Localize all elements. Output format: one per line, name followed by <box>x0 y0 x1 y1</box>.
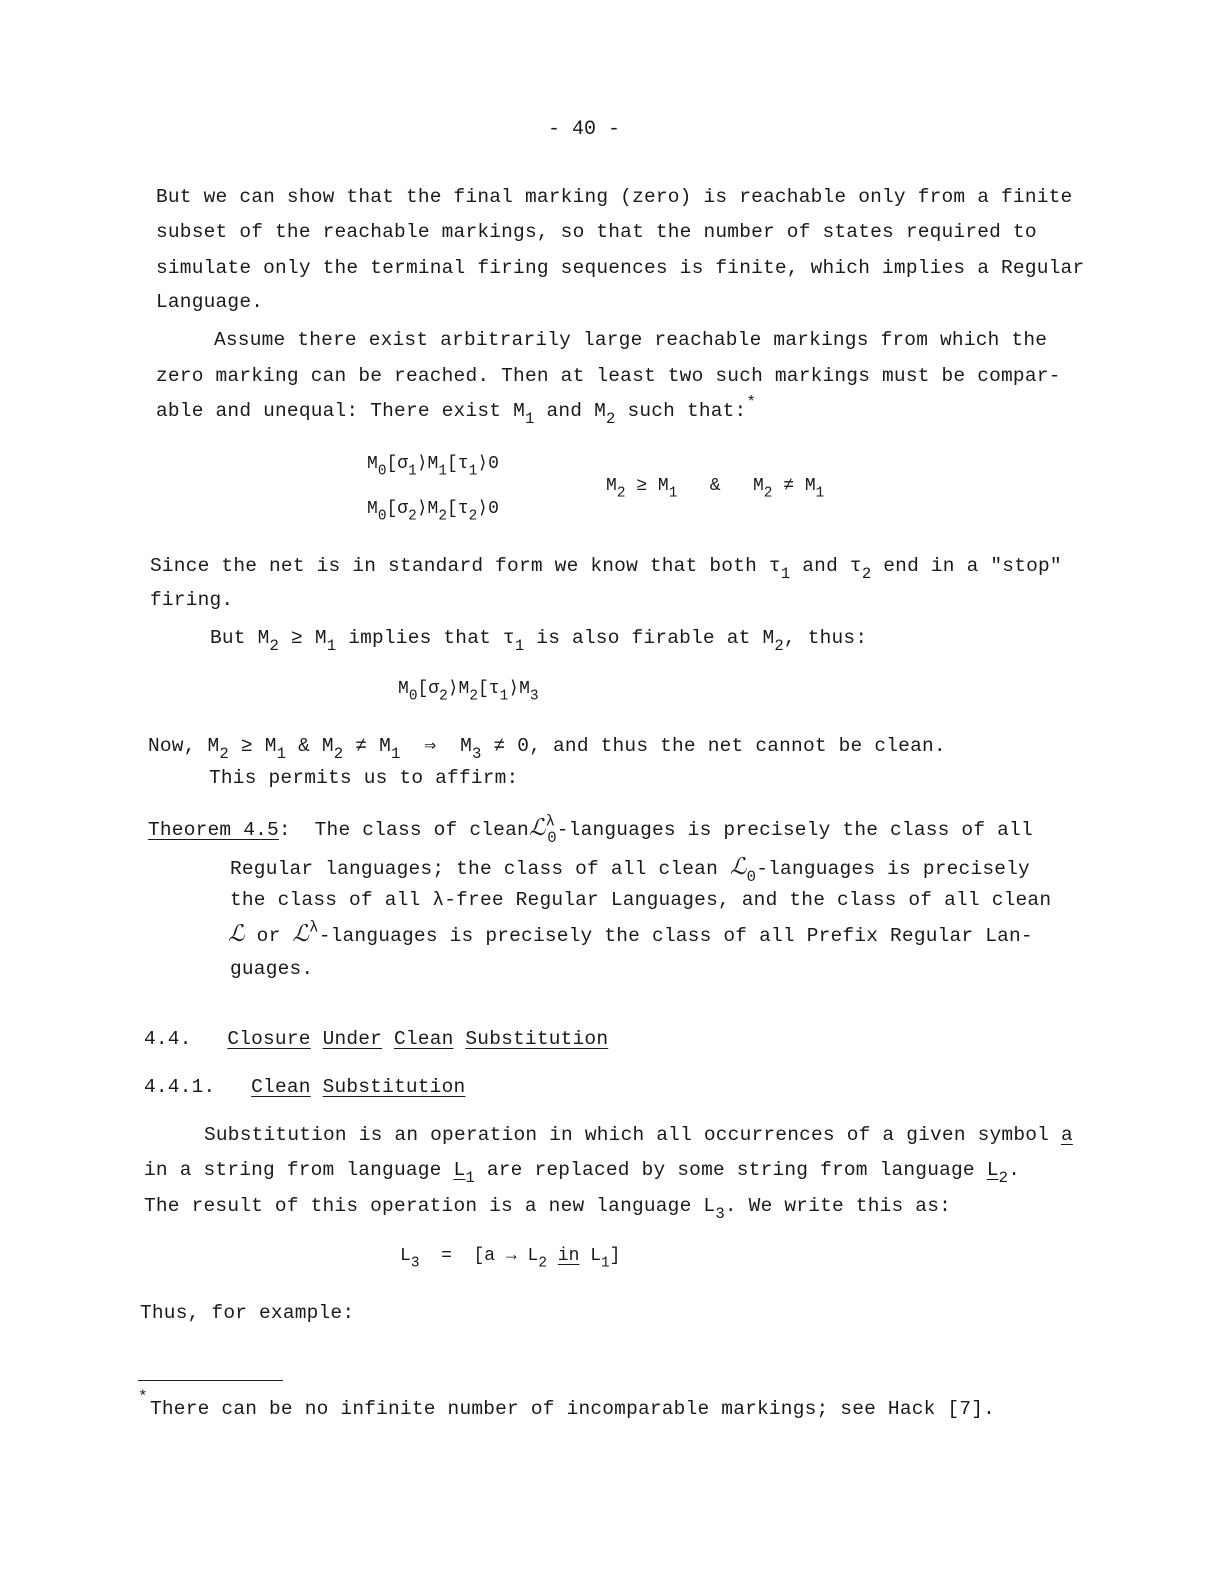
equation-1: $M_0[\sigma_1⟩M_1[\tau_1⟩0$ <box>367 454 499 480</box>
p6-line-1: Substitution is an operation in which all occurrences of a given symbol a <box>204 1124 1073 1146</box>
equation-2: $M_0[\sigma_2⟩M_2[\tau_2⟩0$ <box>367 499 499 525</box>
p3-line-2: firing. <box>150 589 234 611</box>
p5-line-2: This permits us to affirm: <box>209 767 519 789</box>
p2-line-3: able and unequal: There exist $M_1$ and $M_2$ such that:* <box>156 393 757 429</box>
page-number: - 40 - <box>548 118 621 141</box>
footnote-text: There can be no infinite number of incomparable markings; see Hack [7]. <box>150 1398 996 1420</box>
script-l-lambda: ℒ <box>292 921 310 947</box>
footnote-mark: * <box>746 393 757 412</box>
footnote-asterisk: * <box>138 1388 148 1406</box>
theorem-line-2: Regular languages; the class of all clean ℒ$_0$-languages is precisely <box>230 854 1030 887</box>
equation-4: $L_3 = [a \to L_2$ in $L_1$] <box>400 1246 621 1272</box>
equation-3: $M_0[\sigma_2⟩M_2[\tau_1⟩M_3$ <box>398 679 539 705</box>
p2-line-1: Assume there exist arbitrarily large reachable markings from which the <box>214 329 1048 351</box>
p2-line-2: zero marking can be reached. Then at least two such markings must be compar- <box>156 365 1061 387</box>
equation-condition: $M_2 \ge M_1$ & $M_2 \ne M_1$ <box>606 476 825 502</box>
script-l: ℒ <box>228 921 245 947</box>
p7-line-1: Thus, for example: <box>140 1302 355 1324</box>
p3-line-1: Since the net is in standard form we know that both $\tau_1$ and $\tau_2$ end in a "stop" <box>150 555 1062 584</box>
p1-line-4: Language. <box>156 291 264 313</box>
footnote-rule <box>138 1380 283 1381</box>
p1-line-2: subset of the reachable markings, so that the number of states required to <box>156 221 1037 243</box>
script-l-lambda-0: ℒ <box>528 815 546 841</box>
theorem-line-3: the class of all λ-free Regular Languages, and the class of all clean <box>230 889 1052 911</box>
section-heading: 4.4. Closure Under Clean Substitution <box>144 1028 609 1050</box>
theorem-line-5: guages. <box>230 958 314 980</box>
p6-line-2: in a string from language $L_1$ are replaced by some string from language $L_2$. <box>144 1159 1021 1188</box>
p4-line-1: But $M_2 \ge M_1$ implies that $\tau_1$ is also firable at $M_2$, thus: <box>210 627 868 656</box>
p1-line-1: But we can show that the final marking (zero) is reachable only from a finite <box>156 186 1073 208</box>
theorem-line-1: Theorem 4.5: The class of cleanℒ$^\lambda_0$-languages is precisely the class of all <box>148 812 1033 848</box>
theorem-line-4: ℒ or ℒ$^\lambda$-languages is precisely the class of all Prefix Regular Lan- <box>228 918 1033 947</box>
theorem-label: Theorem 4.5 <box>148 819 279 841</box>
p6-line-3: The result of this operation is a new language $L_3$. We write this as: <box>144 1195 952 1224</box>
p1-line-3: simulate only the terminal firing sequences is finite, which implies a Regular <box>156 257 1085 279</box>
subsection-heading: 4.4.1. Clean Substitution <box>144 1076 466 1098</box>
p5-line-1: Now, $M_2 \ge M_1$ & $M_2 \ne M_1$ ⇒ $M_3 \ne 0$, and thus the net cannot be clean. <box>148 735 946 764</box>
script-l-0: ℒ <box>729 854 747 880</box>
